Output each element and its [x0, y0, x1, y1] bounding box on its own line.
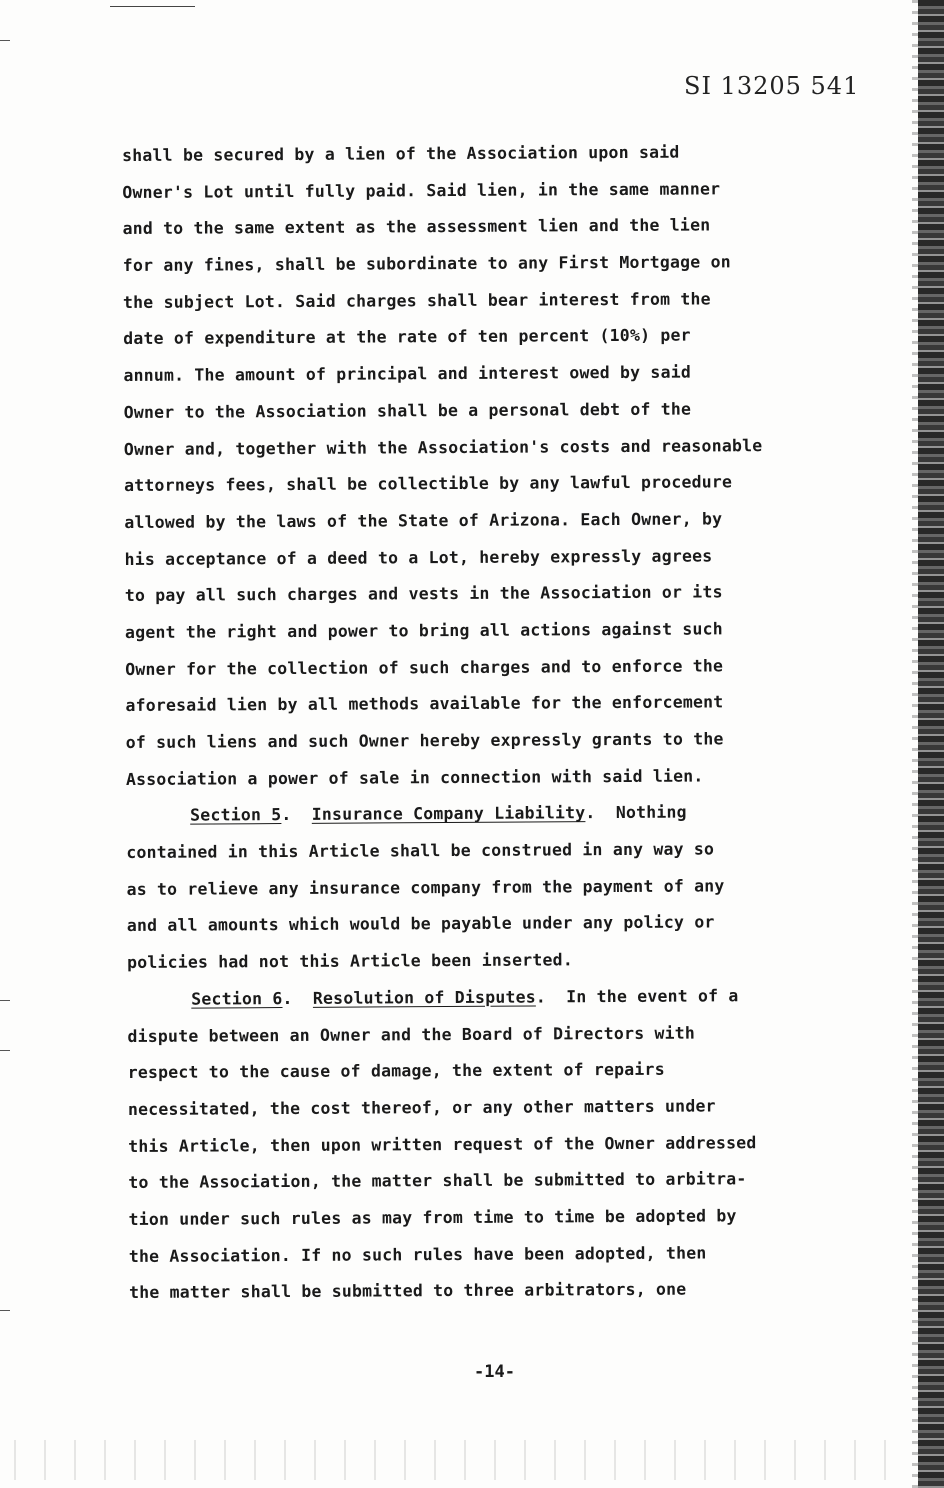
scan-mark — [0, 1310, 10, 1311]
scan-mark — [0, 40, 10, 41]
section-5-title: Insurance Company Liability — [311, 803, 586, 825]
text-line: agent the right and power to bring all actions against such — [124, 619, 723, 642]
section-5-heading-line: Section 5. Insurance Company Liability. Nothing — [190, 802, 687, 825]
text-line: necessitated, the cost thereof, or any other matters under — [127, 1096, 716, 1119]
text-line: respect to the cause of damage, the extent of repairs — [127, 1059, 665, 1083]
text-line: of such liens and such Owner hereby expressly grants to the — [125, 729, 724, 752]
section-6-first-line-rest: In the event of a — [566, 986, 739, 1007]
section-6-title: Resolution of Disputes — [312, 987, 536, 1008]
body-text — [122, 134, 849, 1312]
section-5-first-line-rest: Nothing — [615, 802, 687, 823]
text-line: tion under such rules as may from time to time be adopted by — [128, 1206, 737, 1229]
text-line: annum. The amount of principal and interest owed by said — [123, 362, 691, 386]
paragraph-continuation — [122, 134, 846, 799]
text-line: attorneys fees, shall be collectible by any lawful procedure — [124, 472, 733, 496]
scan-noise-bottom — [0, 1440, 900, 1480]
text-line: the matter shall be submitted to three arbitrators, one — [128, 1279, 687, 1303]
scan-mark — [0, 1050, 10, 1051]
scan-edge-right — [918, 0, 944, 1488]
text-line: Owner and, together with the Association's costs and reasonable — [123, 435, 763, 459]
section-6-heading-line: Section 6. Resolution of Disputes. In the event of a — [191, 986, 739, 1009]
section-6-number: Section 6 — [191, 988, 283, 1009]
text-line: his acceptance of a deed to a Lot, hereby expressly agrees — [124, 545, 713, 569]
recording-stamp: SI 13205 541 — [684, 72, 860, 100]
text-line: for any fines, shall be subordinate to any First Mortgage on — [122, 252, 731, 276]
text-line: and all amounts which would be payable under any policy or — [126, 912, 715, 936]
top-rule — [110, 6, 195, 7]
text-line: Owner for the collection of such charges and to enforce the — [125, 655, 724, 679]
page-number: -14- — [474, 1362, 515, 1382]
section-5-body — [126, 831, 847, 982]
text-line: policies had not this Article been inserted. — [126, 950, 573, 973]
section-5-number: Section 5 — [190, 805, 282, 825]
text-line: shall be secured by a lien of the Association upon said — [122, 142, 680, 165]
section-6-body — [127, 1014, 849, 1312]
text-line: to pay all such charges and vests in the Association or its — [124, 582, 723, 606]
text-line: date of expenditure at the rate of ten percent (10%) per — [123, 325, 691, 349]
scan-mark — [0, 1000, 10, 1001]
text-line: allowed by the laws of the State of Arizona. Each Owner, by — [124, 509, 723, 532]
text-line: aforesaid lien by all methods available for the enforcement — [125, 692, 724, 716]
text-line: the subject Lot. Said charges shall bear interest from the — [122, 289, 711, 312]
text-line: Association a power of sale in connection with said lien. — [125, 766, 704, 789]
text-line: Owner's Lot until fully paid. Said lien, in the same manner — [122, 179, 721, 202]
text-line: this Article, then upon written request of the Owner addressed — [128, 1132, 757, 1156]
scan-edge-shadow — [912, 0, 918, 1488]
text-line: dispute between an Owner and the Board of Directors with — [127, 1023, 696, 1046]
text-line: to the Association, the matter shall be submitted to arbitra- — [128, 1169, 747, 1193]
text-line: contained in this Article shall be construed in any way so — [126, 839, 715, 863]
text-line: and to the same extent as the assessment lien and the lien — [122, 215, 711, 239]
text-line: the Association. If no such rules have been adopted, then — [128, 1243, 707, 1266]
text-line: as to relieve any insurance company from the payment of any — [126, 876, 725, 899]
text-line: Owner to the Association shall be a personal debt of the — [123, 399, 692, 422]
